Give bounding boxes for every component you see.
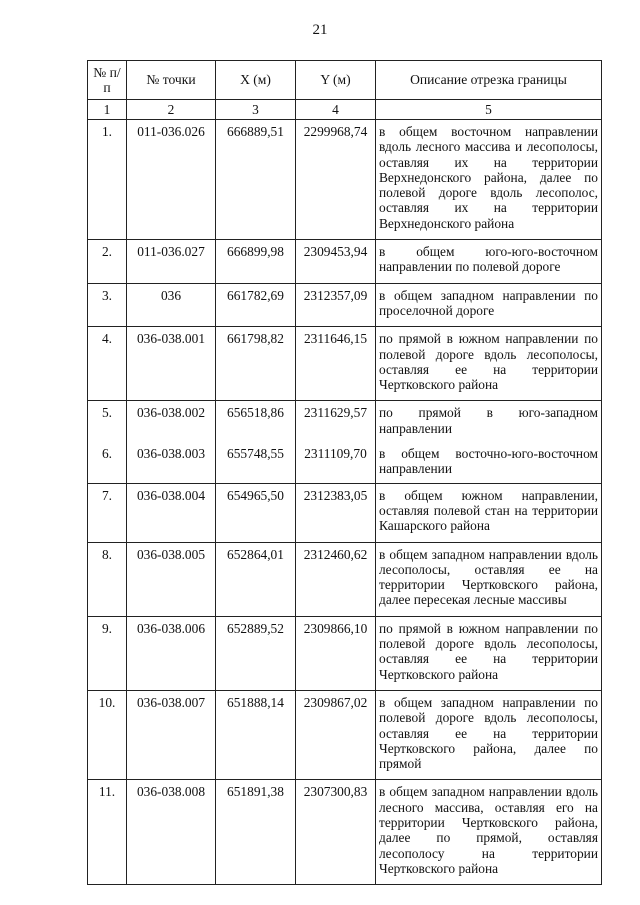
y-coordinate: 2312460,62 [296,542,376,616]
x-coordinate: 655748,55 [216,442,296,483]
x-coordinate: 666889,51 [216,120,296,240]
y-coordinate: 2309867,02 [296,690,376,779]
point-id: 036-038.006 [127,616,216,690]
y-coordinate: 2307300,83 [296,780,376,885]
row-number: 1. [88,120,127,240]
point-id: 036-038.008 [127,780,216,885]
boundary-table [87,60,602,885]
segment-description: в общем западном направлении вдоль лесополосы, оставляя ее на территории Чертковского района, далее пересекая лесные массивы [376,542,602,616]
y-coordinate: 2311629,57 [296,401,376,442]
segment-description: в общем юго-юго-восточном направлении по полевой дороге [376,240,602,284]
row-number: 10. [88,690,127,779]
point-id: 036 [127,283,216,327]
header-point: № точки [127,61,216,100]
row-number: 7. [88,483,127,542]
table-row [88,780,602,885]
y-coordinate: 2312383,05 [296,483,376,542]
point-id: 011-036.027 [127,240,216,284]
column-index: 4 [296,100,376,120]
table-row [88,616,602,690]
x-coordinate: 651888,14 [216,690,296,779]
y-coordinate: 2309866,10 [296,616,376,690]
segment-description: в общем южном направлении, оставляя полевой стан на территории Кашарского района [376,483,602,542]
x-coordinate: 661798,82 [216,327,296,401]
header-desc: Описание отрезка границы [376,61,602,100]
point-id: 036-038.004 [127,483,216,542]
y-coordinate: 2299968,74 [296,120,376,240]
table-row [88,401,602,442]
table-row [88,120,602,240]
column-index: 1 [88,100,127,120]
table-row [88,240,602,284]
header-y: Y (м) [296,61,376,100]
segment-description: в общем западном направлении по полевой дороге вдоль лесополосы, оставляя ее на территории Чертковского района, далее по прямой [376,690,602,779]
y-coordinate: 2312357,09 [296,283,376,327]
column-index-row [88,100,602,120]
point-id: 011-036.026 [127,120,216,240]
segment-description: в общем восточном направлении вдоль лесного массива и лесополосы, оставляя их на территории Верхнедонского района, далее по полевой дороге вдоль лесополос, оставляя их на территории Верхнедонского района [376,120,602,240]
point-id: 036-038.007 [127,690,216,779]
header-x: X (м) [216,61,296,100]
row-number: 8. [88,542,127,616]
segment-description: по прямой в южном направлении по полевой дороге вдоль лесополосы, оставляя ее на территории Чертковского района [376,327,602,401]
x-coordinate: 666899,98 [216,240,296,284]
table-row [88,327,602,401]
point-id: 036-038.002 [127,401,216,442]
segment-description: по прямой в юго-западном направлении [376,401,602,442]
y-coordinate: 2311109,70 [296,442,376,483]
x-coordinate: 652889,52 [216,616,296,690]
table-row [88,283,602,327]
page-number: 21 [312,22,328,38]
row-number: 5. [88,401,127,442]
row-number: 6. [88,442,127,483]
row-number: 2. [88,240,127,284]
column-index: 3 [216,100,296,120]
row-number: 3. [88,283,127,327]
table-row [88,442,602,483]
x-coordinate: 656518,86 [216,401,296,442]
row-number: 4. [88,327,127,401]
segment-description: в общем западном направлении вдоль лесного массива, оставляя его на территории Чертковского района, далее по прямой, оставляя лесополосу на территории Чертковского района [376,780,602,885]
row-number: 9. [88,616,127,690]
table-row [88,483,602,542]
table-row [88,542,602,616]
segment-description: в общем западном направлении по проселочной дороге [376,283,602,327]
point-id: 036-038.003 [127,442,216,483]
row-number: 11. [88,780,127,885]
point-id: 036-038.005 [127,542,216,616]
column-index: 2 [127,100,216,120]
table-header-row [88,61,602,100]
x-coordinate: 652864,01 [216,542,296,616]
segment-description: по прямой в южном направлении по полевой дороге вдоль лесополосы, оставляя ее на территории Чертковского района [376,616,602,690]
table-row [88,690,602,779]
x-coordinate: 651891,38 [216,780,296,885]
x-coordinate: 661782,69 [216,283,296,327]
header-num: № п/п [88,61,127,100]
column-index: 5 [376,100,602,120]
x-coordinate: 654965,50 [216,483,296,542]
segment-description: в общем восточно-юго-восточном направлении [376,442,602,483]
point-id: 036-038.001 [127,327,216,401]
y-coordinate: 2309453,94 [296,240,376,284]
y-coordinate: 2311646,15 [296,327,376,401]
